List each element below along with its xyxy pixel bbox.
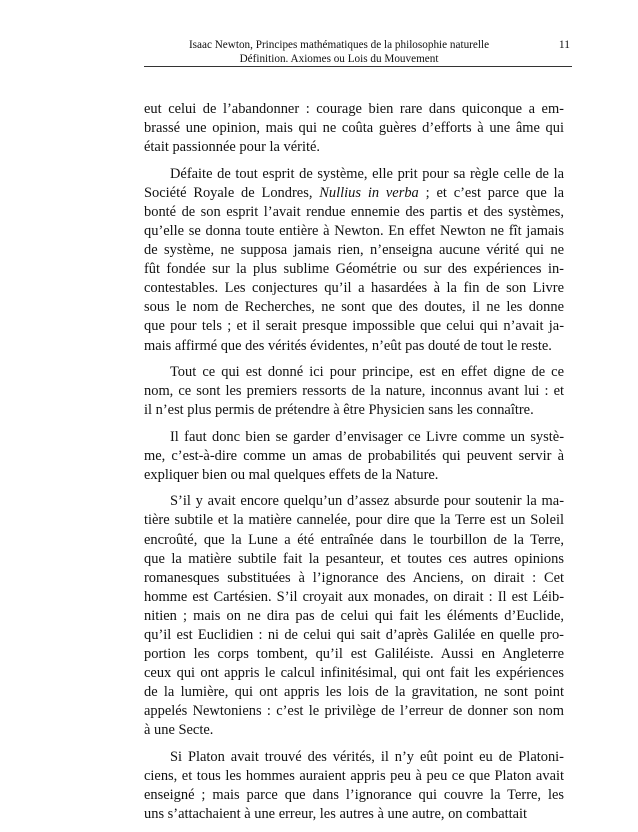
text-line: encroûté, que la Lune a été entraînée dans le tourbillon de la Terre, <box>144 531 564 548</box>
paragraph <box>144 748 564 824</box>
text-line: appelés Newtoniens : c’est le privilège de l’erreur de donner son nom <box>144 703 564 720</box>
text-line: S’il y avait encore quelqu’un d’assez absurde pour soutenir la ma- <box>170 493 564 510</box>
italic-phrase: Nullius in verba <box>319 184 419 201</box>
header-title-block <box>144 38 534 66</box>
header-book-title: Isaac Newton, Principes mathématiques de la philosophie naturelle <box>188 39 490 51</box>
paragraph <box>144 165 564 356</box>
text-line: que pour tels ; et il serait presque impossible que celui qui n’avait ja- <box>144 318 564 335</box>
text-line: qu’il est Euclidien : ni de celui qui sait d’après Galilée en quelle pro- <box>144 627 564 643</box>
text-line: Tout ce qui est donné ici pour principe, est en effet digne de ce <box>170 364 564 380</box>
text-line: eut celui de l’abandonner : courage bien rare dans quiconque a em- <box>144 101 564 117</box>
text-line: nitien ; mais on ne dira pas de celui qui fait les éléments d’Euclide, <box>144 607 564 624</box>
text-line: portion les corps tombent, qu’il est Galiléiste. Aussi en Angleterre <box>144 646 564 663</box>
text-line: il n’est plus permis de prétendre à être Physicien sans les connaître. <box>144 402 534 419</box>
text-line: Si Platon avait trouvé des vérités, il n’y eût point eu de Platoni- <box>170 748 564 765</box>
header-divider <box>144 66 572 67</box>
text-line: que la matière subtile fait la pesanteur, et toutes ces autres opinions <box>144 550 564 567</box>
text-line: me, c’est-à-dire comme un amas de probabilités qui peuvent servir à <box>144 447 564 464</box>
text-line: expliquer bien ou mal quelques effets de la Nature. <box>144 466 439 483</box>
text-line: homme est Cartésien. S’il croyait aux monades, on dirait : Il est Léib- <box>144 588 564 605</box>
running-header <box>144 38 572 64</box>
text-line: brassé une opinion, mais qui ne coûta guères d’efforts à une âme qui <box>144 120 564 137</box>
paragraph <box>144 100 564 157</box>
paragraph <box>144 428 564 485</box>
text-line: de système, ne supposa jamais rien, n’enseigna aucune vérité qui ne <box>144 242 564 259</box>
text-line: bonté de son esprit l’avait rendue ennemie des partis et des systèmes, <box>144 203 564 220</box>
text-line: contestables. Les conjectures qu’il a hasardées à la fin de son Livre <box>144 280 564 297</box>
text-line: Société Royale de Londres, Nullius in verba ; et c’est parce que la <box>144 184 564 201</box>
page-number: 11 <box>558 39 570 51</box>
text-line: fût fondée sur la plus sublime Géométrie ou sur des expériences in- <box>144 261 564 278</box>
text-line: nom, ce sont les premiers ressorts de la nature, inconnus avant lui : et <box>144 383 564 400</box>
text-line: uns s’attachaient à une erreur, les autres à une autre, on combattait <box>144 806 528 823</box>
text-line: Il faut donc bien se garder d’envisager ce Livre comme un systè- <box>170 428 564 445</box>
text-line: qu’elle se donna toute entière à Newton. En effet Newton ne fît jamais <box>144 222 564 239</box>
paragraph <box>144 492 564 740</box>
text-line: enseigné ; mais parce que dans l’ignorance qui couvre la Terre, les <box>144 787 564 804</box>
body-text <box>144 100 564 832</box>
text-line: Défaite de tout esprit de système, elle prit pour sa règle celle de la <box>170 165 564 182</box>
text-line: romanesques substituées à l’ignorance des Anciens, on dirait : Cet <box>144 569 564 586</box>
text-line: était passionnée pour la vérité. <box>144 139 320 156</box>
text-line: à une Secte. <box>144 722 214 739</box>
paragraph <box>144 363 564 420</box>
header-section-title: Définition. Axiomes ou Lois du Mouvement <box>239 53 439 65</box>
text-line: ceux qui ont appris le calcul infinitésimal, qui ont fait les expériences <box>144 665 564 682</box>
text-line: de la lumière, qui ont appris les lois de la gravitation, ne sont point <box>144 684 564 701</box>
text-line: mais affirmé que des vérités évidentes, n’eût pas douté de tout le reste. <box>144 337 552 354</box>
text-line: sous le nom de Recherches, ne sont que des doutes, il ne les donne <box>144 299 564 316</box>
text-line: tière subtile et la matière cannelée, pour dire que la Terre est un Soleil <box>144 512 564 529</box>
text-line: ciens, et tous les hommes auraient appris peu à peu ce que Platon avait <box>144 768 564 785</box>
